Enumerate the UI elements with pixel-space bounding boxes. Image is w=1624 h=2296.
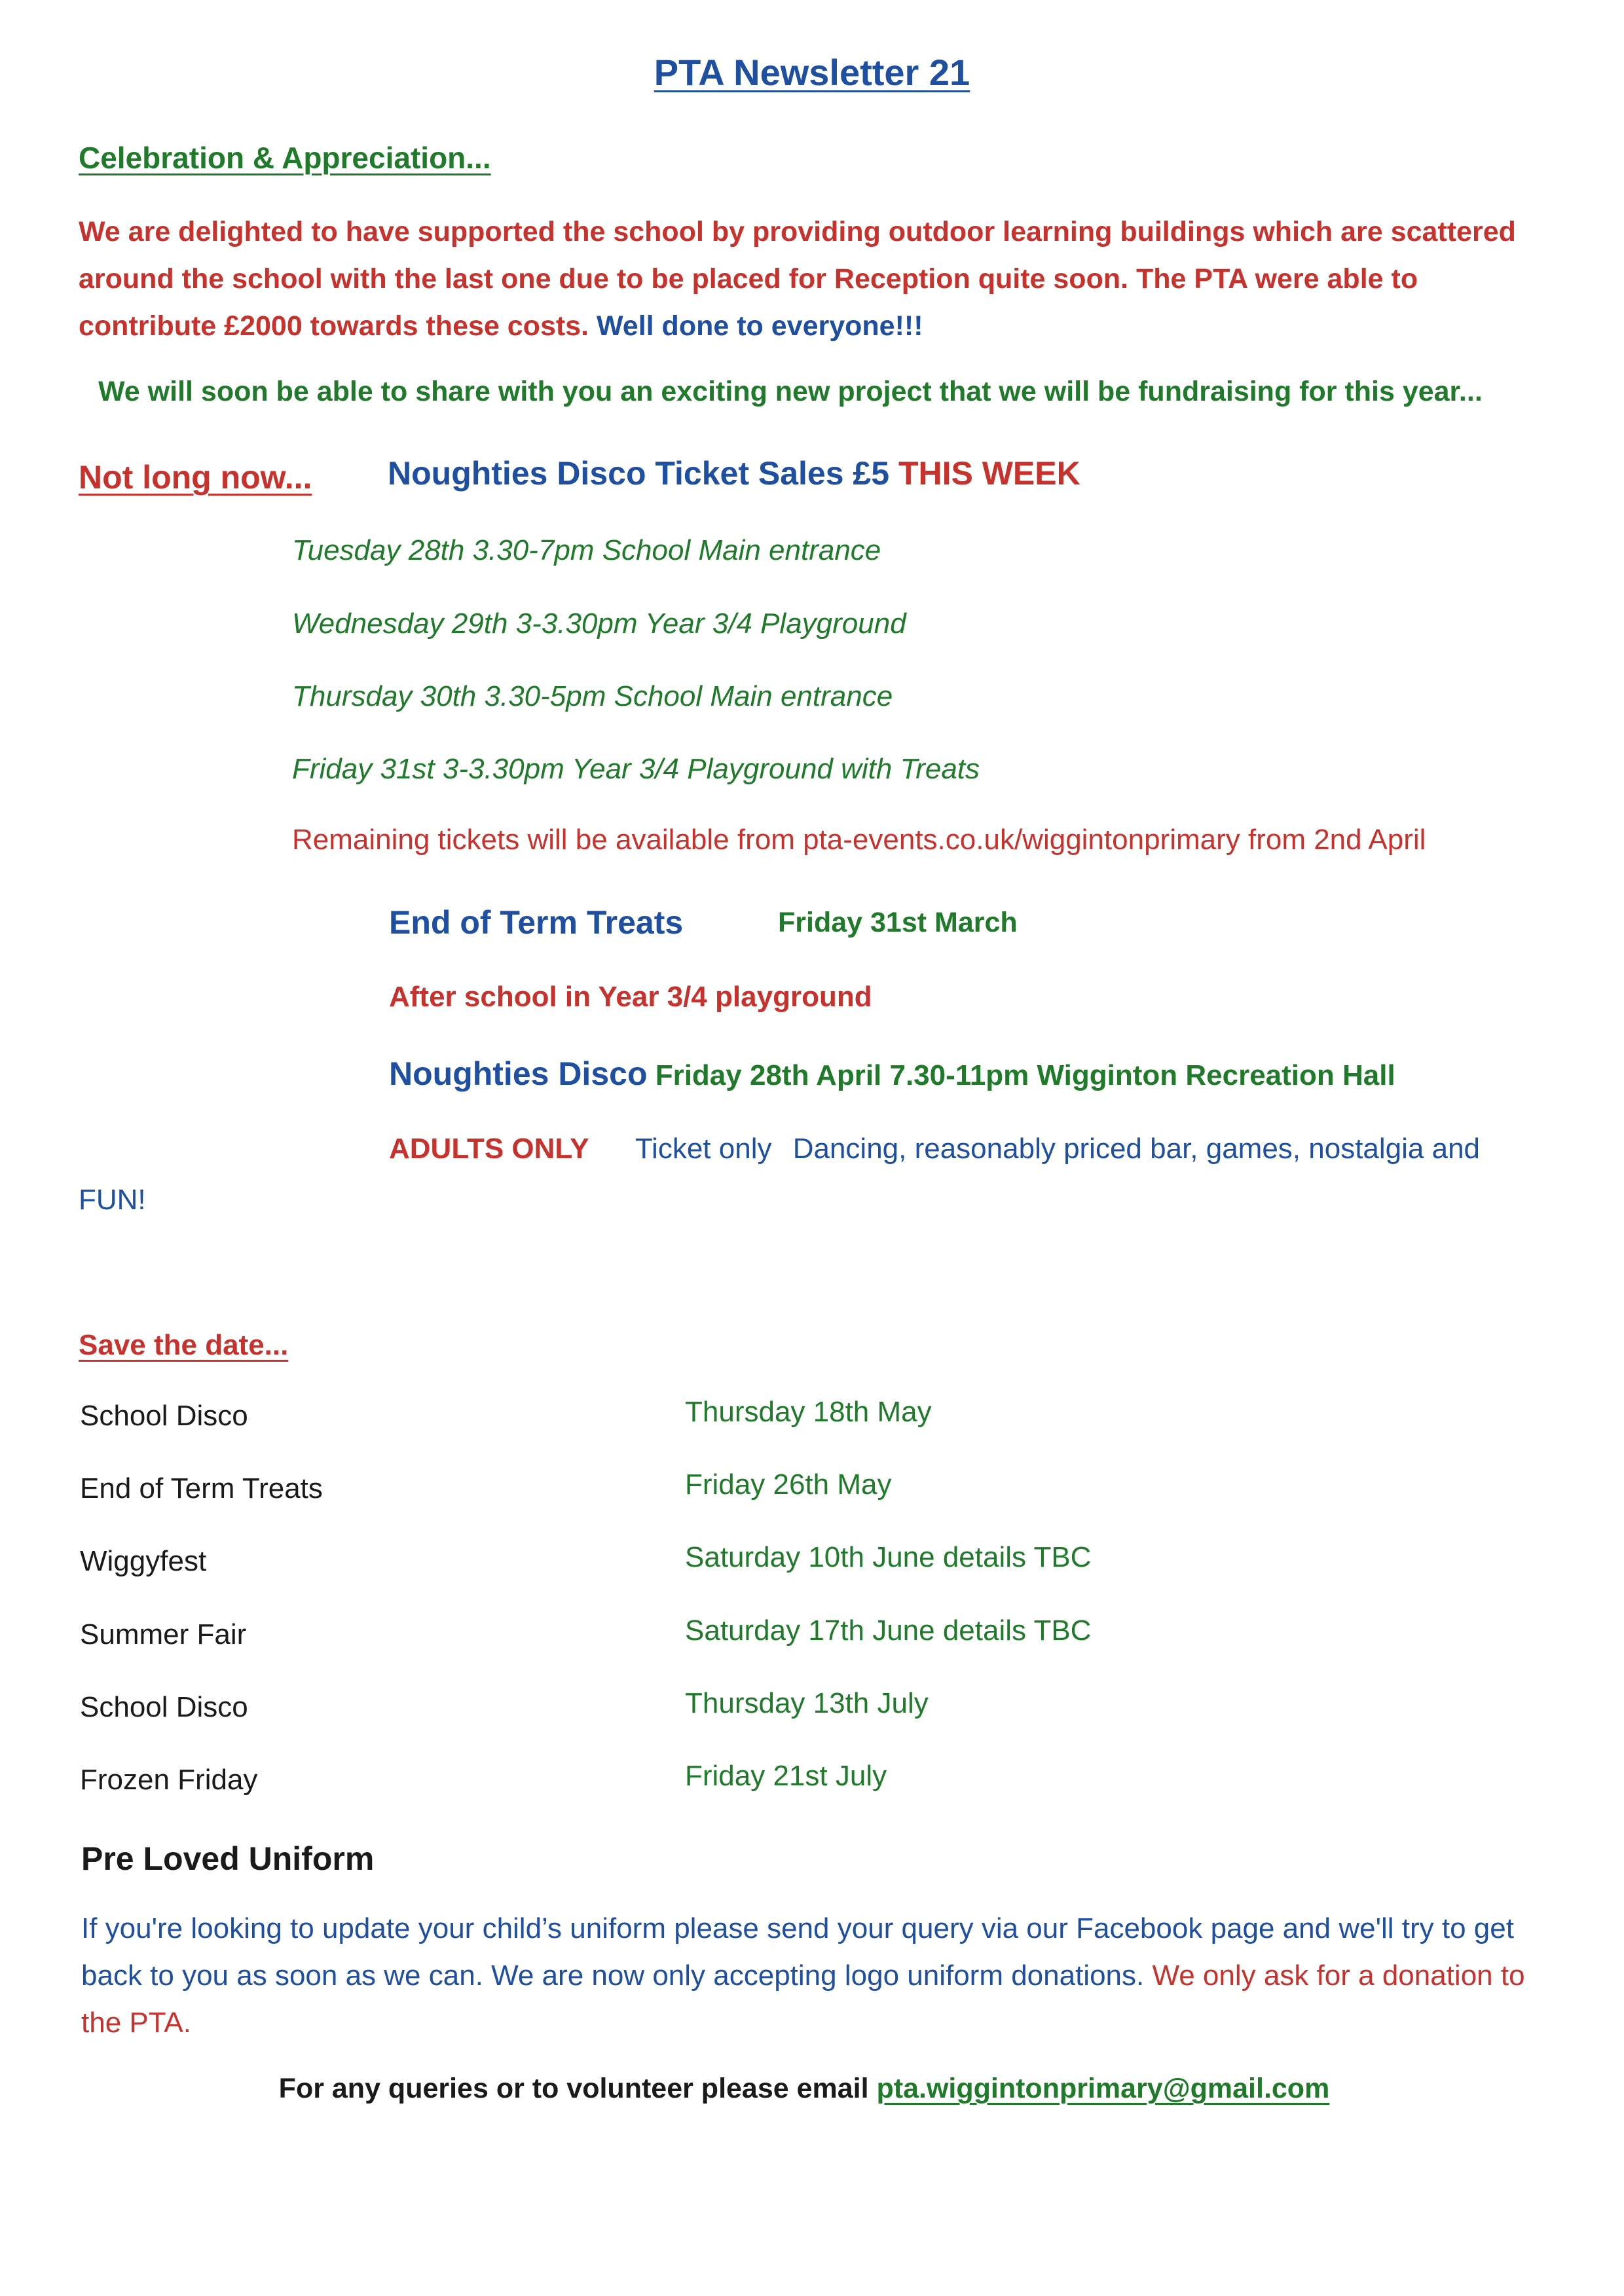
schedule-item: Wednesday 29th 3-3.30pm Year 3/4 Playground [292,608,906,640]
event-name: Summer Fair [80,1618,247,1650]
end-of-term-location: After school in Year 3/4 playground [389,981,872,1013]
event-date: Thursday 18th May [685,1396,932,1428]
event-name: End of Term Treats [80,1472,323,1504]
schedule-item: Tuesday 28th 3.30-7pm School Main entrance [292,534,881,566]
event-name: School Disco [80,1691,248,1723]
remaining-tickets-text: Remaining tickets will be available from pta-events.co.uk/wiggintonprimary from 2nd April [292,824,1426,856]
uniform-paragraph [81,1905,1548,2047]
this-week-text: THIS WEEK [889,455,1080,492]
ticket-sales-heading [388,454,1080,492]
save-the-date-heading: Save the date... [79,1329,289,1361]
schedule-item: Thursday 30th 3.30-5pm School Main entrance [292,680,893,712]
disco-details: Friday 28th April 7.30-11pm Wigginton Recreation Hall [647,1059,1395,1091]
event-date: Saturday 10th June details TBC [685,1541,1092,1573]
newsletter-title: PTA Newsletter 21 [654,52,970,93]
end-of-term-date: Friday 31st March [778,907,1018,938]
uniform-heading: Pre Loved Uniform [81,1840,375,1877]
event-date: Saturday 17th June details TBC [685,1614,1092,1647]
ticket-sales-text: Noughties Disco Ticket Sales £5 [388,455,890,492]
event-name: Wiggyfest [80,1545,207,1577]
ticket-only-text: Ticket only [635,1133,772,1165]
contact-email-link[interactable]: pta.wiggintonprimary@gmail.com [876,2073,1330,2104]
end-of-term-title: End of Term Treats [389,904,684,941]
event-date: Friday 26th May [685,1468,892,1501]
uniform-donation-text: We only ask for a donation to the PTA. [81,1959,1525,2039]
disco-title: Noughties Disco [389,1055,648,1092]
celebration-paragraph [79,208,1545,350]
not-long-now-heading: Not long now... [79,459,312,496]
disco-row [389,1055,1395,1093]
adults-only-text: ADULTS ONLY [389,1133,589,1165]
uniform-text: If you're looking to update your child’s uniform please send your query via our Facebook page and we'll try to get back to you as soon as we can. We are now only accepting logo uniform donations. [81,1912,1514,1992]
disco-description: Dancing, reasonably priced bar, games, nostalgia and [792,1133,1481,1165]
schedule-item: Friday 31st 3-3.30pm Year 3/4 Playground with Treats [292,753,980,785]
contact-text: For any queries or to volunteer please email [278,2073,877,2104]
new-project-paragraph: We will soon be able to share with you an exciting new project that we will be fundraising for this year... [98,376,1483,407]
fun-text: FUN! [79,1184,146,1216]
event-name: Frozen Friday [80,1764,258,1796]
event-date: Friday 21st July [685,1760,887,1792]
event-name: School Disco [80,1400,248,1432]
well-done-text: Well done to everyone!!! [589,310,923,342]
contact-row [0,2073,1624,2105]
event-date: Thursday 13th July [685,1687,929,1719]
celebration-heading: Celebration & Appreciation... [79,141,491,175]
celebration-text: We are delighted to have supported the school by providing outdoor learning buildings which are scattered around the school with the last one due to be placed for Reception quite soon. The PTA were able to contribute £2000 towards these costs. [79,216,1516,342]
disco-info-row [389,1133,1480,1165]
